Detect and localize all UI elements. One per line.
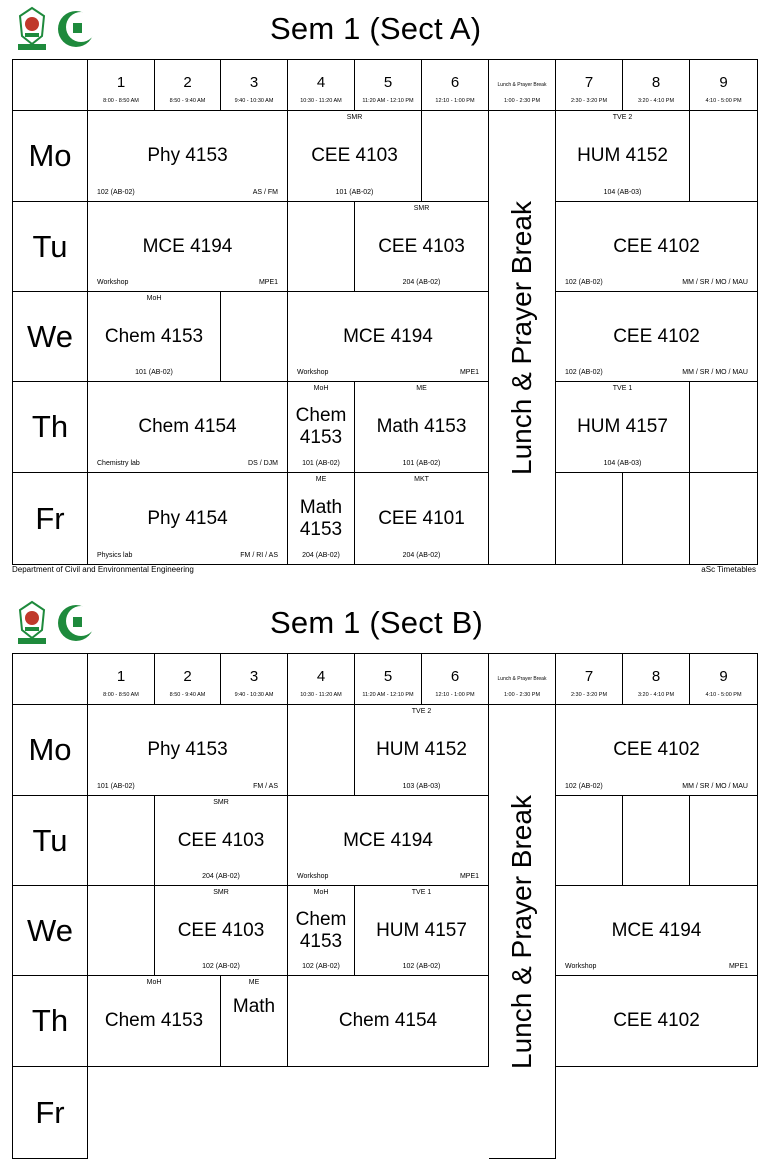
university-crest-icon <box>16 600 48 646</box>
footer-department: Department of Civil and Environmental Engineering <box>12 565 194 574</box>
class-cell[interactable]: SMR CEE 4103 101 (AB-02) <box>288 111 422 202</box>
class-cell[interactable]: Chem 4154 Chemistry lab DS / DJM <box>88 382 288 473</box>
class-cell[interactable]: TVE 2 HUM 4152 103 (AB-03) <box>355 705 489 796</box>
class-cell[interactable]: MKT CEE 4101 204 (AB-02) <box>355 473 489 565</box>
day-label-we: We <box>13 292 88 382</box>
timetable-grid <box>12 59 758 565</box>
class-cell[interactable]: MoH Chem 4153 <box>88 976 221 1067</box>
class-cell[interactable]: SMR CEE 4103 204 (AB-02) <box>355 202 489 292</box>
empty-cell <box>690 473 758 565</box>
class-cell[interactable]: MoH Chem 4153 101 (AB-02) <box>288 382 355 473</box>
empty-cell <box>288 202 355 292</box>
header-period-6: 6 12:10 - 1:00 PM <box>422 654 489 705</box>
class-cell[interactable]: Phy 4154 Physics lab FM / RI / AS <box>88 473 288 565</box>
header-period-1: 1 8:00 - 8:50 AM <box>88 60 155 111</box>
crescent-emblem-icon <box>56 9 96 49</box>
header-corner <box>13 654 88 705</box>
header-lunch: Lunch & Prayer Break 1:00 - 2:30 PM <box>489 654 556 705</box>
class-cell[interactable]: ME Math 4153 101 (AB-02) <box>355 382 489 473</box>
class-cell[interactable]: MCE 4194 Workshop MPE1 <box>556 886 758 976</box>
header-period-1: 1 8:00 - 8:50 AM <box>88 654 155 705</box>
class-cell[interactable]: ME Math <box>221 976 288 1067</box>
header-lunch: Lunch & Prayer Break 1:00 - 2:30 PM <box>489 60 556 111</box>
header-period-8: 8 3:20 - 4:10 PM <box>623 654 690 705</box>
footer-credit: aSc Timetables <box>701 565 756 574</box>
class-cell[interactable]: MCE 4194 Workshop MPE1 <box>288 292 489 382</box>
class-cell[interactable]: CEE 4102 102 (AB-02) MM / SR / MO / MAU <box>556 292 758 382</box>
class-cell[interactable]: MCE 4194 Workshop MPE1 <box>288 796 489 886</box>
header-period-2: 2 8:50 - 9:40 AM <box>155 654 221 705</box>
day-label-mo: Mo <box>13 705 88 796</box>
empty-cell <box>623 796 690 886</box>
class-cell[interactable]: Chem 4154 <box>288 976 489 1067</box>
header-period-8: 8 3:20 - 4:10 PM <box>623 60 690 111</box>
header-period-4: 4 10:30 - 11:20 AM <box>288 654 355 705</box>
day-label-th: Th <box>13 382 88 473</box>
crescent-emblem-icon <box>56 603 96 643</box>
header-period-7: 7 2:30 - 3:20 PM <box>556 60 623 111</box>
class-cell[interactable]: CEE 4102 102 (AB-02) MM / SR / MO / MAU <box>556 202 758 292</box>
class-cell[interactable]: ME Math 4153 204 (AB-02) <box>288 473 355 565</box>
empty-cell <box>288 705 355 796</box>
class-cell[interactable]: MoH Chem 4153 101 (AB-02) <box>88 292 221 382</box>
header-period-2: 2 8:50 - 9:40 AM <box>155 60 221 111</box>
class-cell[interactable]: SMR CEE 4103 102 (AB-02) <box>155 886 288 976</box>
timetable-grid <box>12 653 758 1159</box>
header-period-9: 9 4:10 - 5:00 PM <box>690 60 758 111</box>
header-period-3: 3 9:40 - 10:30 AM <box>221 60 288 111</box>
empty-cell <box>422 111 489 202</box>
header-period-7: 7 2:30 - 3:20 PM <box>556 654 623 705</box>
empty-cell <box>690 111 758 202</box>
class-cell[interactable]: Phy 4153 102 (AB-02) AS / FM <box>88 111 288 202</box>
university-crest-icon <box>16 6 48 52</box>
page-title: Sem 1 (Sect B) <box>270 605 483 640</box>
day-label-tu: Tu <box>13 796 88 886</box>
empty-cell <box>690 796 758 886</box>
lunch-break-column: Lunch & Prayer Break <box>489 111 556 565</box>
header-period-4: 4 10:30 - 11:20 AM <box>288 60 355 111</box>
class-cell[interactable]: TVE 1 HUM 4157 104 (AB-03) <box>556 382 690 473</box>
header-corner <box>13 60 88 111</box>
empty-cell <box>88 796 155 886</box>
lunch-break-column: Lunch & Prayer Break <box>489 705 556 1159</box>
class-cell[interactable]: TVE 2 HUM 4152 104 (AB-03) <box>556 111 690 202</box>
class-cell[interactable]: CEE 4102 <box>556 976 758 1067</box>
header-period-6: 6 12:10 - 1:00 PM <box>422 60 489 111</box>
class-cell[interactable]: Phy 4153 101 (AB-02) FM / AS <box>88 705 288 796</box>
header-period-5: 5 11:20 AM - 12:10 PM <box>355 654 422 705</box>
empty-cell <box>556 796 623 886</box>
class-cell[interactable]: TVE 1 HUM 4157 102 (AB-02) <box>355 886 489 976</box>
empty-cell <box>690 382 758 473</box>
class-cell[interactable]: SMR CEE 4103 204 (AB-02) <box>155 796 288 886</box>
day-label-th: Th <box>13 976 88 1067</box>
day-label-fr: Fr <box>13 1067 88 1159</box>
day-label-fr: Fr <box>13 473 88 565</box>
timetable-section-b <box>0 594 768 1130</box>
empty-cell <box>623 473 690 565</box>
header-period-3: 3 9:40 - 10:30 AM <box>221 654 288 705</box>
day-label-mo: Mo <box>13 111 88 202</box>
empty-cell <box>556 473 623 565</box>
class-cell[interactable]: MoH Chem 4153 102 (AB-02) <box>288 886 355 976</box>
class-cell[interactable]: MCE 4194 Workshop MPE1 <box>88 202 288 292</box>
header-period-5: 5 11:20 AM - 12:10 PM <box>355 60 422 111</box>
class-cell[interactable]: CEE 4102 102 (AB-02) MM / SR / MO / MAU <box>556 705 758 796</box>
header-period-9: 9 4:10 - 5:00 PM <box>690 654 758 705</box>
empty-cell <box>88 886 155 976</box>
day-label-tu: Tu <box>13 202 88 292</box>
day-label-we: We <box>13 886 88 976</box>
page-title: Sem 1 (Sect A) <box>270 11 482 46</box>
empty-cell <box>221 292 288 382</box>
